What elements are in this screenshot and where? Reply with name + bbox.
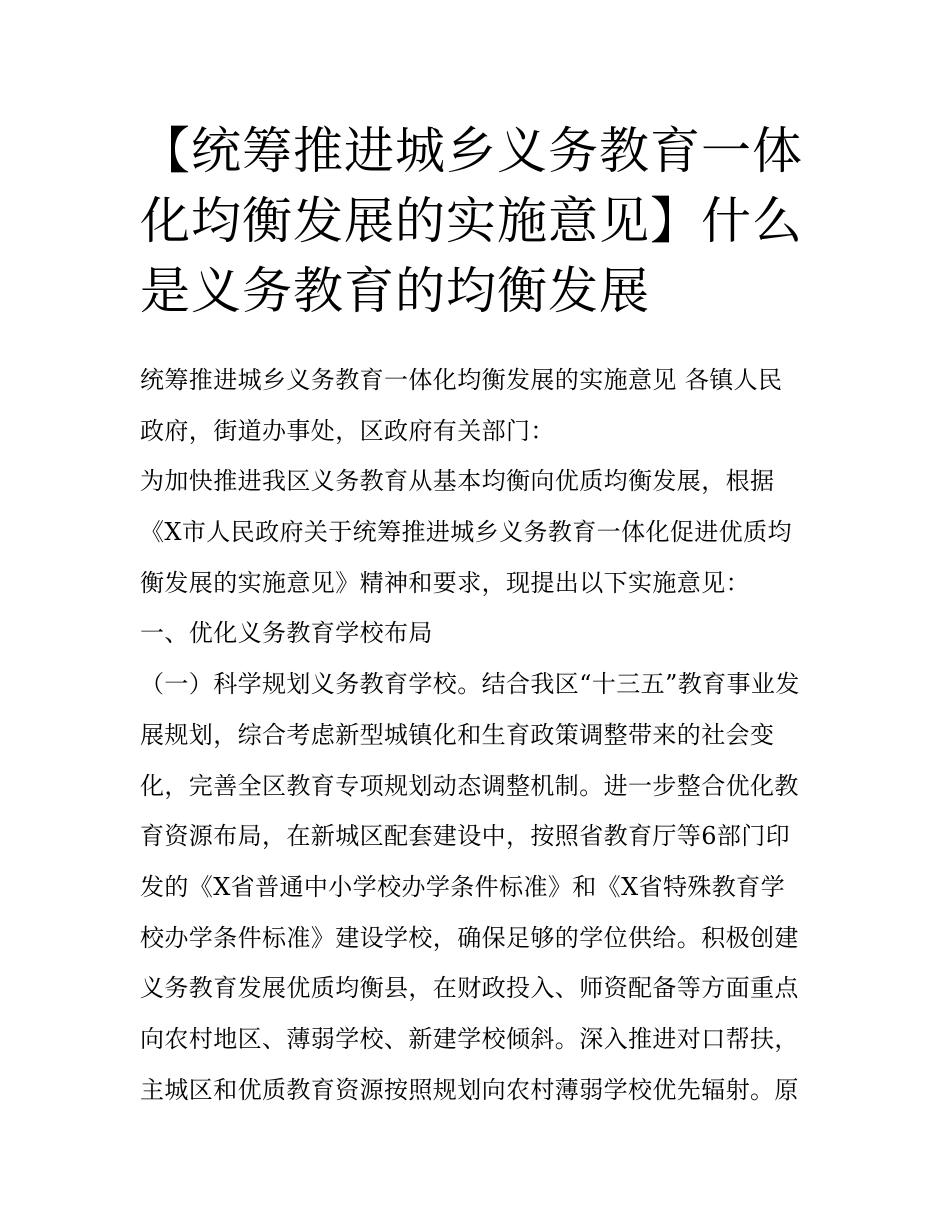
body-line-11: 发的《X省普通中小学校办学条件标准》和《X省特殊教育学 xyxy=(140,872,785,901)
body-line-13: 义务教育发展优质均衡县，在财政投入、师资配备等方面重点 xyxy=(140,974,799,1003)
title-line-3: 是义务教育的均衡发展 xyxy=(140,262,650,320)
body-line-12: 校办学条件标准》建设学校，确保足够的学位供给。积极创建 xyxy=(140,923,799,952)
body-line-2: 政府，街道办事处，区政府有关部门： xyxy=(140,416,555,445)
document-body xyxy=(140,355,820,1115)
body-line-7: （一）科学规划义务教育学校。结合我区“十三五”教育事业发 xyxy=(140,670,800,699)
body-line-1: 统筹推进城乡义务教育一体化均衡发展的实施意见 各镇人民 xyxy=(140,366,783,394)
document-title xyxy=(140,116,820,326)
body-line-14: 向农村地区、薄弱学校、新建学校倾斜。深入推进对口帮扶， xyxy=(140,1024,799,1053)
title-line-1: 【统筹推进城乡义务教育一体 xyxy=(140,122,803,180)
body-line-15: 主城区和优质教育资源按照规划向农村薄弱学校优先辐射。原 xyxy=(140,1075,799,1104)
title-line-2: 化均衡发展的实施意见】什么 xyxy=(140,192,803,250)
body-line-5: 衡发展的实施意见》精神和要求，现提出以下实施意见： xyxy=(140,568,750,597)
body-line-3: 为加快推进我区义务教育从基本均衡向优质均衡发展，根据 xyxy=(140,467,775,496)
body-line-8: 展规划，综合考虑新型城镇化和生育政策调整带来的社会变 xyxy=(140,720,775,749)
body-line-4: 《X市人民政府关于统筹推进城乡义务教育一体化促进优质均 xyxy=(140,518,792,547)
body-line-9: 化，完善全区教育专项规划动态调整机制。进一步整合优化教 xyxy=(140,771,799,800)
section-heading-1: 一、优化义务教育学校布局 xyxy=(140,619,433,648)
body-line-10: 育资源布局，在新城区配套建设中，按照省教育厅等6部门印 xyxy=(140,822,791,851)
